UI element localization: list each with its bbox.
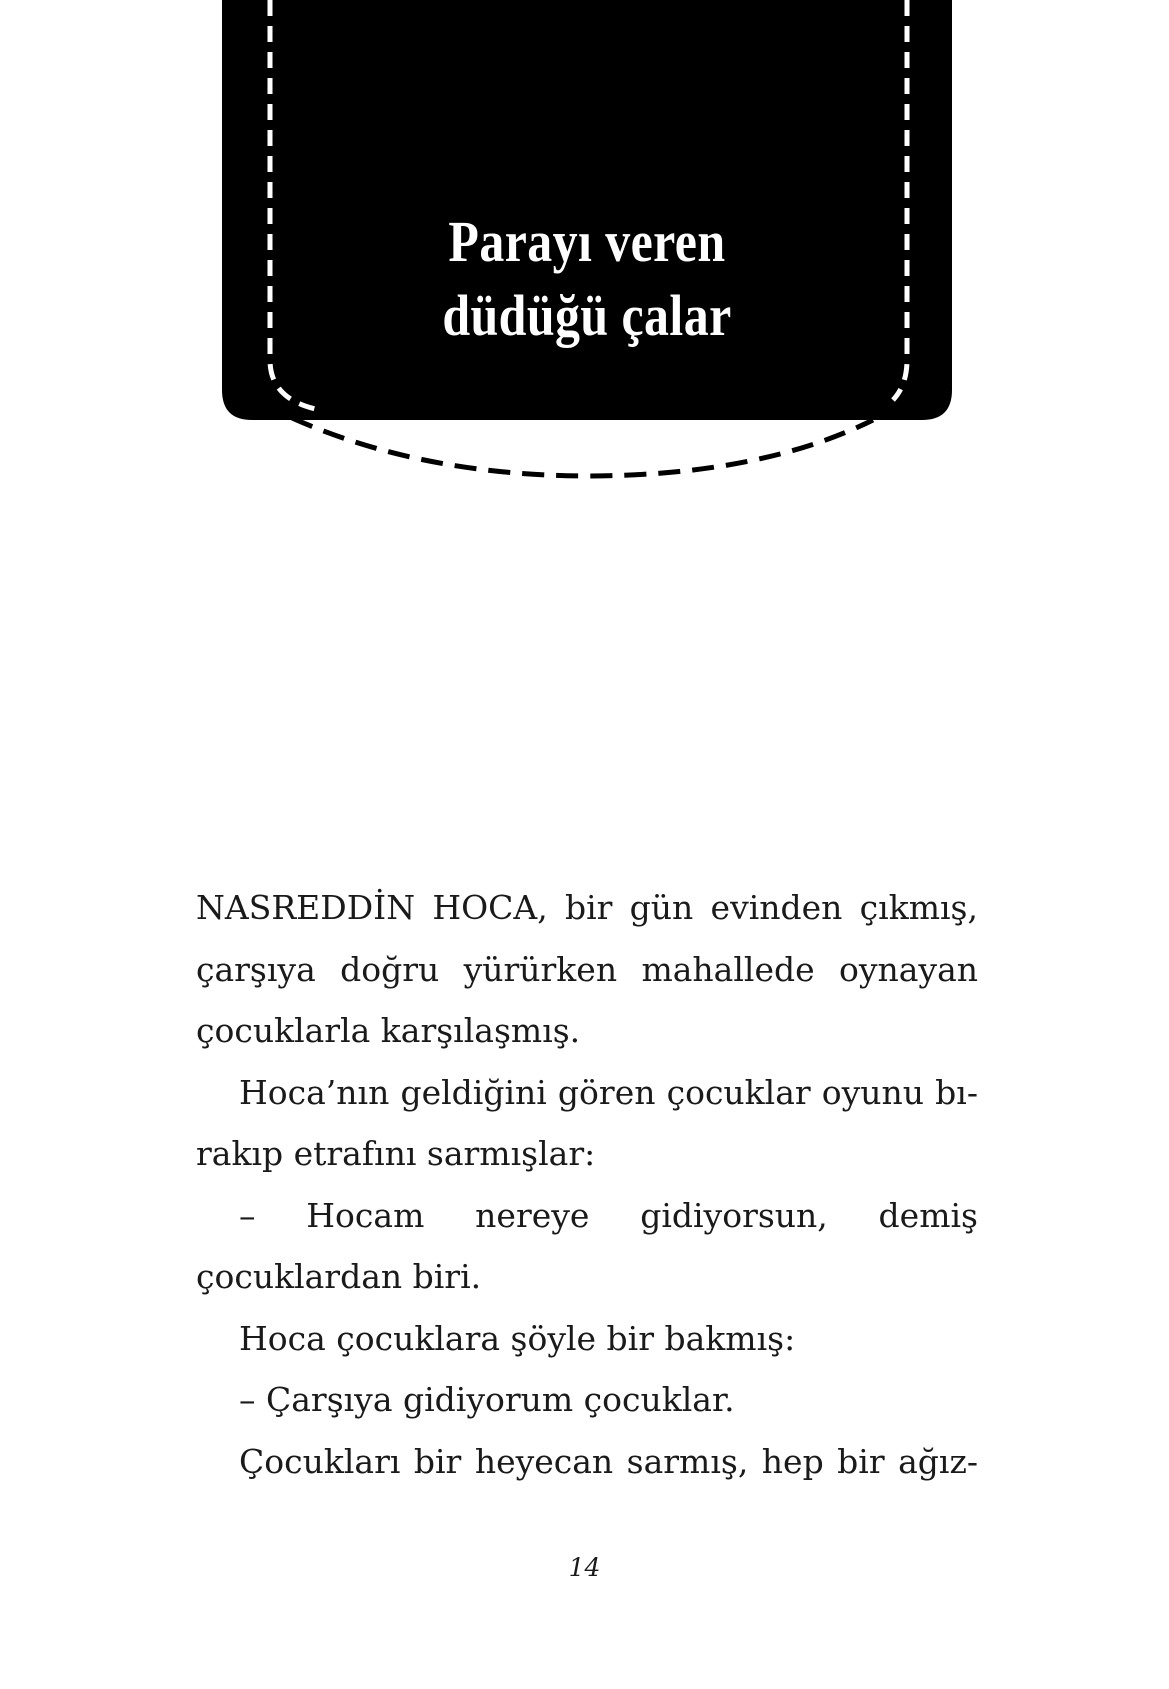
paragraph-5: – Çarşıya gidiyorum çocuklar. xyxy=(239,1380,735,1419)
chapter-title-line-1: Parayı veren xyxy=(448,209,726,274)
paragraph-3: – Hocam nereye gidiyorsun, demiş çocuklardan biri. xyxy=(196,1195,978,1296)
paragraph-4: Hoca çocuklara şöyle bir bakmış: xyxy=(239,1318,796,1358)
page-number: 14 xyxy=(568,1553,601,1582)
paragraph-1: NASREDDİN HOCA, bir gün evinden çıkmış, çarşıya doğru yürürken mahallede oynayan çocuklarla karşılaşmış. xyxy=(196,888,978,1050)
paragraph-6: Çocukları bir heyecan sarmış, hep bir ağız- xyxy=(239,1441,978,1481)
chapter-title xyxy=(273,205,901,353)
stitch-line-bottom xyxy=(292,418,873,476)
chapter-title-line-2: düdüğü çalar xyxy=(442,283,732,348)
story-body xyxy=(196,877,978,1492)
paragraph-2: Hoca’nın geldiğini gören çocuklar oyunu bırakıp etrafını sarmışlar: xyxy=(196,1072,978,1173)
